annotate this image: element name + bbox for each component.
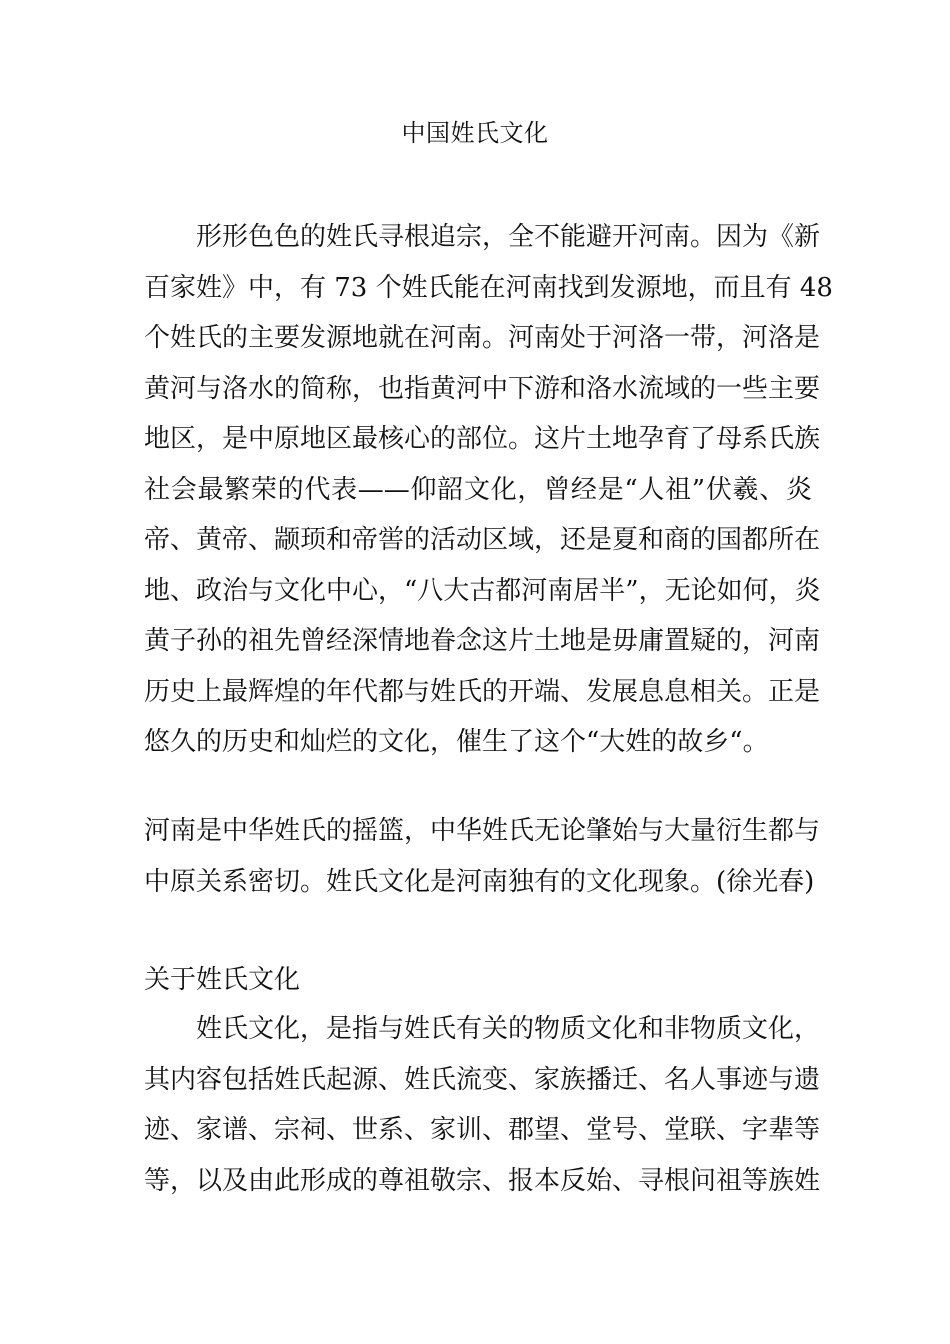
- paragraph-henan-cradle: [144, 806, 821, 907]
- text-line: 黄河与洛水的简称，也指黄河中下游和洛水流域的一些主要: [144, 373, 821, 404]
- paragraph-henan-origin: [144, 212, 833, 768]
- text-line: 迹、家谱、宗祠、世系、家训、郡望、堂号、堂联、字辈等: [144, 1115, 821, 1145]
- text-line: 等，以及由此形成的尊祖敬宗、报本反始、寻根问祖等族姓: [144, 1165, 821, 1196]
- text-line: 中原关系密切。姓氏文化是河南独有的文化现象。(徐光春): [144, 866, 815, 897]
- text-line: 形形色色的姓氏寻根追宗，全不能避开河南。因为《新: [196, 222, 821, 252]
- text-line: 地区，是中原地区最核心的部位。这片土地孕育了母系氏族: [144, 424, 821, 454]
- text-line: 百家姓》中，有 73 个姓氏能在河南找到发源地，而且有 48: [144, 272, 833, 303]
- section-heading: 关于姓氏文化: [144, 965, 301, 995]
- text-line: 悠久的历史和灿烂的文化，催生了这个“大姓的故乡“。: [144, 727, 769, 757]
- text-line: 姓氏文化，是指与姓氏有关的物质文化和非物质文化，: [196, 1014, 821, 1044]
- text-line: 社会最繁荣的代表——仰韶文化，曾经是“人祖”伏羲、炎: [144, 474, 812, 505]
- text-line: 地、政治与文化中心，“八大古都河南居半”，无论如何，炎: [144, 575, 821, 606]
- text-line: 个姓氏的主要发源地就在河南。河南处于河洛一带，河洛是: [144, 323, 821, 353]
- text-line: 河南是中华姓氏的摇篮，中华姓氏无论肇始与大量衍生都与: [144, 816, 821, 846]
- text-line: 帝、黄帝、颛顼和帝喾的活动区域，还是夏和商的国都所在: [144, 525, 821, 555]
- text-line: 历史上最辉煌的年代都与姓氏的开端、发展息息相关。正是: [144, 676, 821, 707]
- paragraph-surname-culture: [144, 1004, 821, 1206]
- document-title: 中国姓氏文化: [401, 119, 549, 147]
- text-line: 其内容包括姓氏起源、姓氏流变、家族播迁、名人事迹与遗: [144, 1064, 821, 1095]
- text-line: 黄子孙的祖先曾经深情地眷念这片土地是毋庸置疑的，河南: [144, 626, 821, 656]
